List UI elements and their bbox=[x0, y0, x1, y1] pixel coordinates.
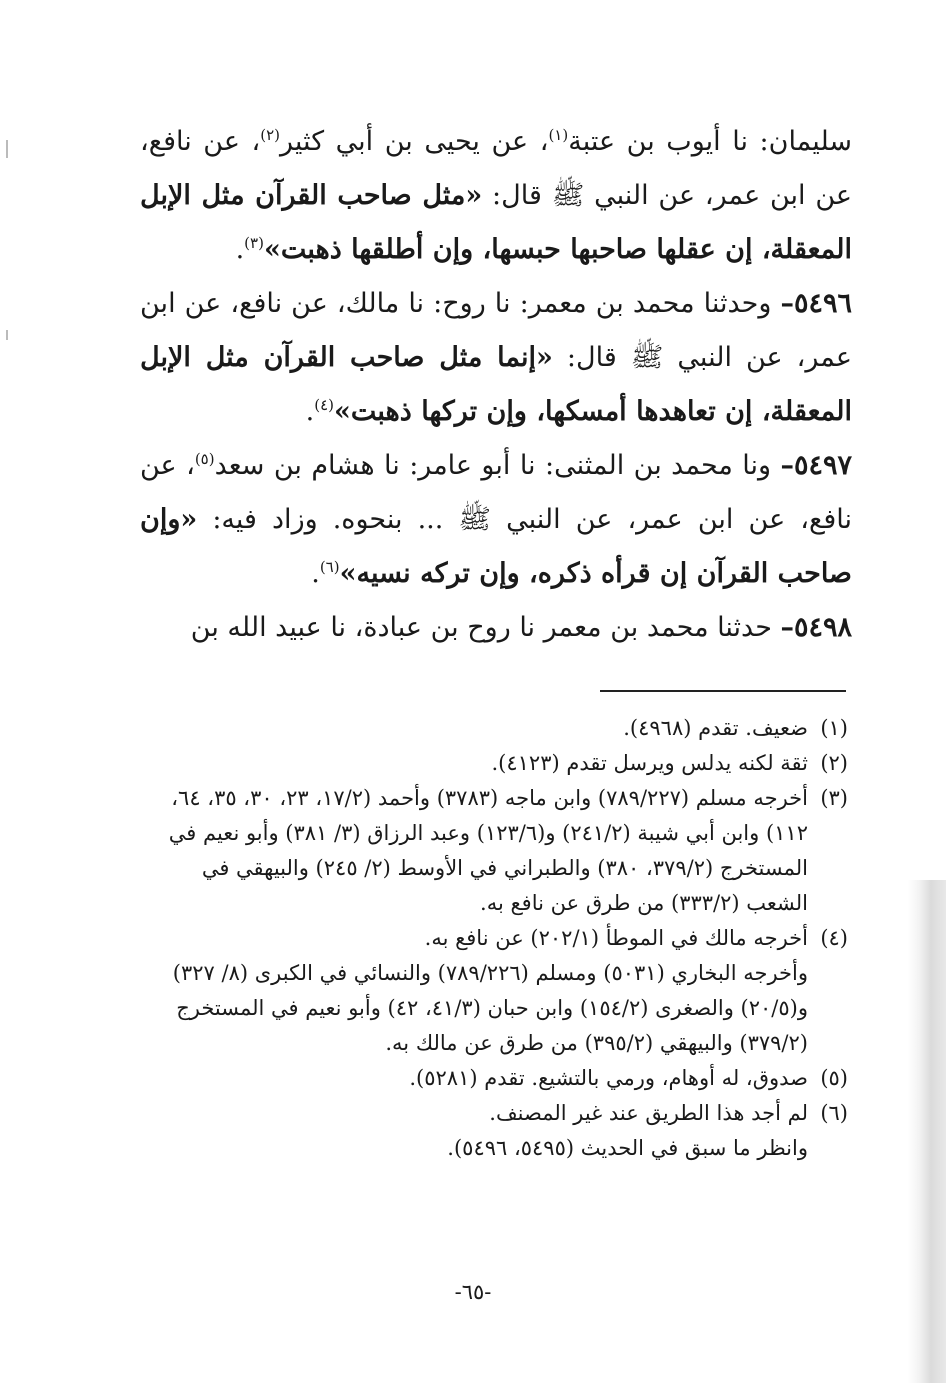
footnote-number: (٣) bbox=[820, 786, 848, 810]
footnote-text: صدوق، له أوهام، ورمي بالتشيع. تقدم (٥٢٨١). bbox=[409, 1066, 808, 1090]
hadith-quote: «إنما مثل صاحب القرآن مثل الإبل المعقلة، إن تعاهدها أمسكها، وإن تركها ذهبت» bbox=[140, 342, 852, 427]
footnote-divider bbox=[600, 690, 846, 692]
footnote-5 bbox=[136, 1061, 848, 1096]
hadith-5498 bbox=[140, 601, 852, 655]
footnote-number: (١) bbox=[820, 716, 848, 740]
text-segment: وحدثنا محمد بن معمر: نا روح: نا مالك، عن نافع، عن ابن عمر، عن النبي ﷺ قال: bbox=[140, 288, 852, 373]
text-segment: . bbox=[235, 234, 245, 265]
text-segment: ، عن نافع، عن ابن عمر، عن النبي ﷺ قال: bbox=[140, 126, 853, 211]
footnote-4 bbox=[136, 921, 848, 956]
scan-mark bbox=[6, 140, 8, 158]
text-segment: ، عن يحيى بن أبي كثير bbox=[280, 126, 549, 157]
footnotes bbox=[136, 711, 848, 1166]
footnote-ref[interactable]: (٦) bbox=[319, 558, 340, 576]
footnote-1 bbox=[136, 711, 848, 746]
footnote-2 bbox=[136, 746, 848, 781]
text-segment: سليمان: نا أيوب بن عتبة bbox=[568, 126, 852, 157]
footnote-text: ضعيف. تقدم (٤٩٦٨). bbox=[623, 716, 808, 740]
text-segment: ونا محمد بن المثنى: نا أبو عامر: نا هشام بن سعد bbox=[214, 450, 781, 481]
text-segment: . bbox=[305, 396, 315, 427]
hadith-5496 bbox=[140, 277, 852, 439]
footnote-number: (٢) bbox=[820, 751, 848, 775]
scan-edge-shadow bbox=[908, 880, 946, 1383]
footnote-ref[interactable]: (٥) bbox=[194, 450, 215, 468]
footnote-ref[interactable]: (١) bbox=[548, 126, 569, 144]
footnote-3 bbox=[136, 781, 848, 921]
main-text bbox=[140, 115, 852, 655]
hadith-quote: «وإن صاحب القرآن إن قرأه ذكره، وإن تركه نسيه» bbox=[140, 504, 852, 589]
page-number: -٦٥- bbox=[454, 1280, 492, 1304]
footnote-6 bbox=[136, 1096, 848, 1131]
hadith-number: ٥٤٩٦– bbox=[780, 288, 852, 319]
intro-paragraph bbox=[140, 115, 852, 277]
hadith-quote: «مثل صاحب القرآن مثل الإبل المعقلة، إن عقلها صاحبها حبسها، وإن أطلقها ذهبت» bbox=[140, 180, 852, 265]
scan-mark bbox=[6, 330, 8, 340]
text-segment: حدثنا محمد بن معمر نا روح بن عبادة، نا عبيد الله بن bbox=[190, 612, 781, 643]
footnote-number: (٥) bbox=[820, 1066, 848, 1090]
footnote-ref[interactable]: (٢) bbox=[260, 126, 281, 144]
footnote-number: (٦) bbox=[820, 1101, 848, 1125]
text-segment: . bbox=[311, 558, 320, 589]
footnote-text: لم أجد هذا الطريق عند غير المصنف. bbox=[489, 1101, 808, 1125]
footnote-text: أخرجه مالك في الموطأ (٢٠٢/١) عن نافع به. bbox=[424, 926, 808, 950]
footnote-ref[interactable]: (٣) bbox=[244, 234, 264, 252]
hadith-number: ٥٤٩٨– bbox=[780, 612, 852, 643]
text-segment: ، عن نافع، عن ابن عمر، عن النبي ﷺ ... بنحوه. وزاد فيه: bbox=[140, 450, 852, 535]
footnote-text: ثقة لكنه يدلس ويرسل تقدم (٤١٢٣). bbox=[491, 751, 808, 775]
hadith-number: ٥٤٩٧– bbox=[780, 450, 852, 481]
footnote-number: (٤) bbox=[820, 926, 848, 950]
hadith-5497 bbox=[140, 439, 852, 601]
footnote-ref[interactable]: (٤) bbox=[314, 396, 335, 414]
footnote-6-continuation: وانظر ما سبق في الحديث (٥٤٩٥، ٥٤٩٦). bbox=[447, 1136, 808, 1160]
footnote-text: أخرجه مسلم (٧٨٩/٢٢٧) وابن ماجه (٣٧٨٣) وأحمد (١٧/٢، ٢٣، ٣٠، ٣٥، ٦٤، ١١٢) وابن أبي شيبة (٢٤١/٢) و(١٢٣/٦) وعبد الرزاق (٣/ ٣٨١) وأبو نعيم في المستخرج (٣٧٩/٢، ٣٨٠) والطبراني في الأوسط (٢/ ٢٤٥) والبيهقي في الشعب (٣٣٣/٢) من طرق عن نافع به. bbox=[168, 786, 808, 915]
footnote-4-continuation: وأخرجه البخاري (٥٠٣١) ومسلم (٧٨٩/٢٢٦) والنسائي في الكبرى (٨/ ٣٢٧) و(٢٠/٥) والصغرى (١٥٤/٢) وابن حبان (٤١/٣، ٤٢) وأبو نعيم في المستخرج (٣٧٩/٢) والبيهقي (٣٩٥/٢) من طرق عن مالك به. bbox=[172, 961, 808, 1055]
